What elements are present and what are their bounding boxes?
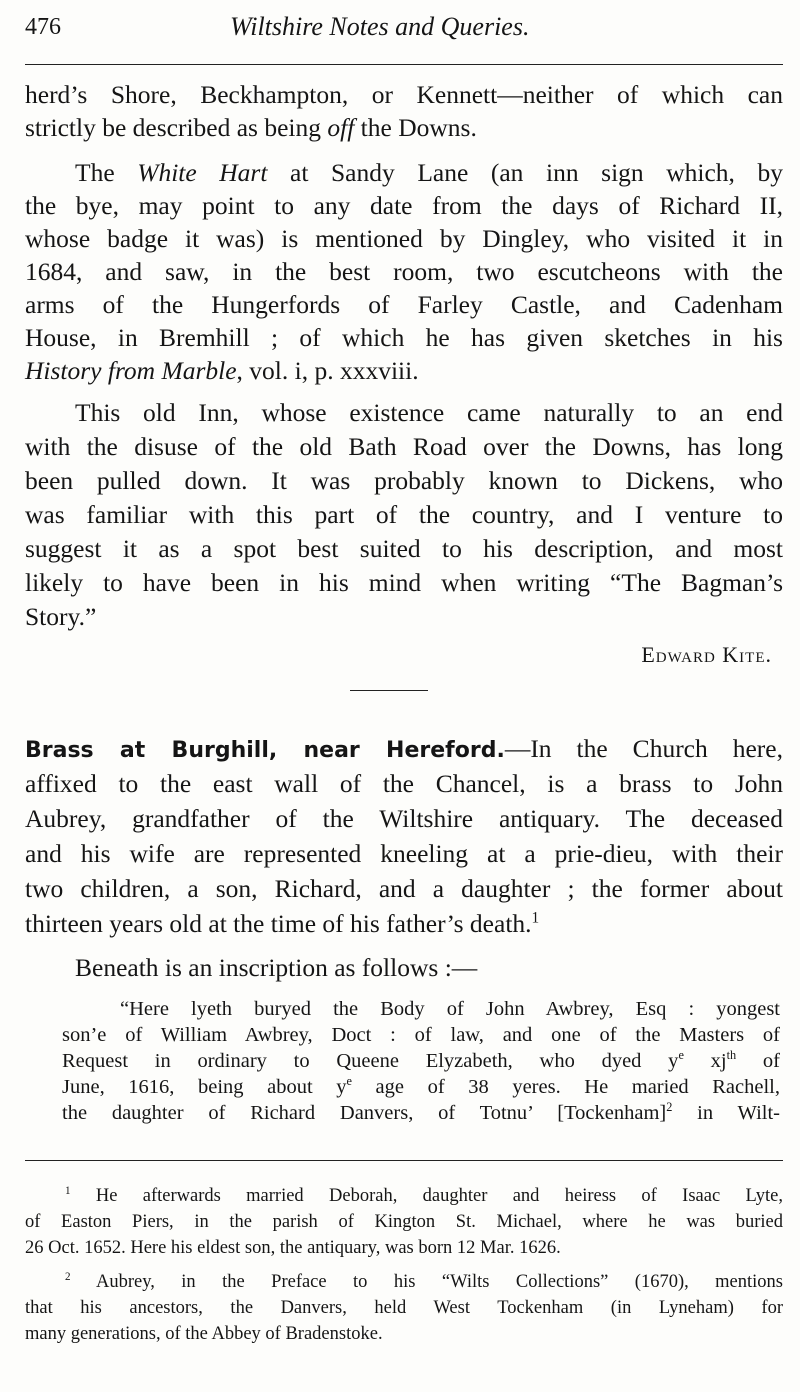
text-segment: at Sandy Lane (an inn sign which, by bbox=[267, 158, 783, 187]
footnote-line bbox=[25, 1212, 783, 1233]
body-line bbox=[25, 323, 783, 353]
body-line bbox=[25, 257, 783, 287]
text-segment: arms of the Hungerfords of Farley Castle, and Cadenham bbox=[25, 290, 783, 319]
inscription-line bbox=[62, 1076, 780, 1099]
text-segment: affixed to the east wall of the Chancel, is a brass to John bbox=[25, 769, 783, 798]
body-line bbox=[25, 80, 783, 110]
text-segment: two children, a son, Richard, and a daughter ; the former about bbox=[25, 874, 783, 903]
superscript: e bbox=[678, 1048, 684, 1063]
superscript: 2 bbox=[65, 1270, 71, 1283]
text-segment: June, 1616, being about y bbox=[62, 1076, 347, 1098]
signature: Edward Kite. bbox=[641, 642, 772, 667]
body-line bbox=[25, 534, 783, 564]
body-line bbox=[75, 953, 783, 983]
text-segment: 26 Oct. 1652. Here his eldest son, the antiquary, was born 12 Mar. 1626. bbox=[25, 1238, 561, 1258]
inscription-line bbox=[62, 1050, 780, 1073]
text-segment: strictly be described as being bbox=[25, 113, 328, 142]
text-segment: This old Inn, whose existence came naturally to an end bbox=[75, 398, 783, 427]
body-line bbox=[75, 158, 783, 188]
text-segment: xj bbox=[683, 1050, 727, 1072]
body-line bbox=[25, 602, 783, 632]
body-line bbox=[25, 290, 783, 320]
body-line bbox=[25, 734, 783, 764]
text-segment: History from Marble bbox=[25, 356, 237, 385]
body-line bbox=[25, 769, 783, 799]
text-segment: with the disuse of the old Bath Road over the Downs, has long bbox=[25, 432, 783, 461]
footnote-rule bbox=[25, 1160, 783, 1161]
superscript: th bbox=[726, 1048, 737, 1063]
superscript: 1 bbox=[65, 1184, 71, 1197]
article-heading: Brass at Burghill, near Hereford. bbox=[25, 738, 505, 763]
inscription-line bbox=[120, 998, 780, 1021]
body-line bbox=[25, 113, 783, 143]
header-rule bbox=[25, 64, 783, 65]
body-line bbox=[25, 224, 783, 254]
text-segment: the bye, may point to any date from the days of Richard II, bbox=[25, 191, 783, 220]
text-segment: likely to have been in his mind when writing “The Bagman’s bbox=[25, 568, 783, 597]
superscript: 2 bbox=[666, 1100, 673, 1115]
text-segment: Beneath is an inscription as follows :— bbox=[75, 953, 478, 982]
text-segment: House, in Bremhill ; of which he has given sketches in his bbox=[25, 323, 783, 352]
section-divider bbox=[350, 690, 428, 691]
text-segment: whose badge it was) is mentioned by Dingley, who visited it in bbox=[25, 224, 783, 253]
body-line bbox=[25, 432, 783, 462]
text-segment: Aubrey, grandfather of the Wiltshire antiquary. The deceased bbox=[25, 804, 783, 833]
text-segment: was familiar with this part of the country, and I venture to bbox=[25, 500, 783, 529]
text-segment: son’e of William Awbrey, Doct : of law, and one of the Masters of bbox=[62, 1024, 780, 1046]
body-line bbox=[25, 191, 783, 221]
text-segment: —In the Church here, bbox=[504, 734, 783, 763]
text-segment: of Easton Piers, in the parish of Kington St. Michael, where he was buried bbox=[25, 1212, 783, 1232]
text-segment: 1684, and saw, in the best room, two escutcheons with the bbox=[25, 257, 783, 286]
text-segment: thirteen years old at the time of his father’s death. bbox=[25, 909, 532, 938]
text-segment: been pulled down. It was probably known to Dickens, who bbox=[25, 466, 783, 495]
body-line bbox=[25, 500, 783, 530]
text-segment: and his wife are represented kneeling at a prie-dieu, with their bbox=[25, 839, 783, 868]
text-segment: suggest it as a spot best suited to his description, and most bbox=[25, 534, 783, 563]
body-line bbox=[25, 568, 783, 598]
text-segment: The bbox=[75, 158, 138, 187]
body-line bbox=[25, 839, 783, 869]
text-segment: herd’s Shore, Beckhampton, or Kennett—neither of which can bbox=[25, 80, 783, 109]
text-segment: in Wilt- bbox=[672, 1102, 780, 1124]
text-segment: off bbox=[327, 113, 355, 142]
body-line bbox=[75, 398, 783, 428]
text-segment: “Here lyeth buryed the Body of John Awbrey, Esq : yongest bbox=[120, 998, 780, 1020]
text-segment: Story.” bbox=[25, 602, 97, 631]
text-segment: many generations, of the Abbey of Bradenstoke. bbox=[25, 1324, 383, 1344]
footnote-line bbox=[65, 1272, 783, 1293]
text-segment: the daughter of Richard Danvers, of Totnu’ [Tockenham] bbox=[62, 1102, 667, 1124]
text-segment: Request in ordinary to Queene Elyzabeth, who dyed y bbox=[62, 1050, 679, 1072]
page-number: 476 bbox=[25, 14, 61, 40]
text-segment: He afterwards married Deborah, daughter and heiress of Isaac Lyte, bbox=[70, 1186, 783, 1206]
footnote-line bbox=[25, 1298, 783, 1319]
body-line bbox=[25, 466, 783, 496]
superscript: e bbox=[346, 1074, 352, 1089]
footnote-line bbox=[25, 1238, 783, 1259]
footnote-line bbox=[65, 1186, 783, 1207]
text-segment: the Downs. bbox=[354, 113, 477, 142]
inscription-line bbox=[62, 1024, 780, 1047]
inscription-line bbox=[62, 1102, 780, 1125]
text-segment: of bbox=[736, 1050, 781, 1072]
text-segment: Aubrey, in the Preface to his “Wilts Collections” (1670), mentions bbox=[70, 1272, 783, 1292]
footnote-line bbox=[25, 1324, 783, 1345]
text-segment: age of 38 yeres. He maried Rachell, bbox=[351, 1076, 780, 1098]
body-line bbox=[25, 356, 783, 386]
superscript: 1 bbox=[531, 909, 540, 927]
running-title: Wiltshire Notes and Queries. bbox=[230, 12, 530, 41]
body-line bbox=[25, 804, 783, 834]
text-segment: that his ancestors, the Danvers, held West Tockenham (in Lyneham) for bbox=[25, 1298, 783, 1318]
body-line bbox=[25, 874, 783, 904]
text-segment: , vol. i, p. xxxviii. bbox=[236, 356, 419, 385]
text-segment: White Hart bbox=[137, 158, 268, 187]
body-line bbox=[25, 909, 783, 939]
